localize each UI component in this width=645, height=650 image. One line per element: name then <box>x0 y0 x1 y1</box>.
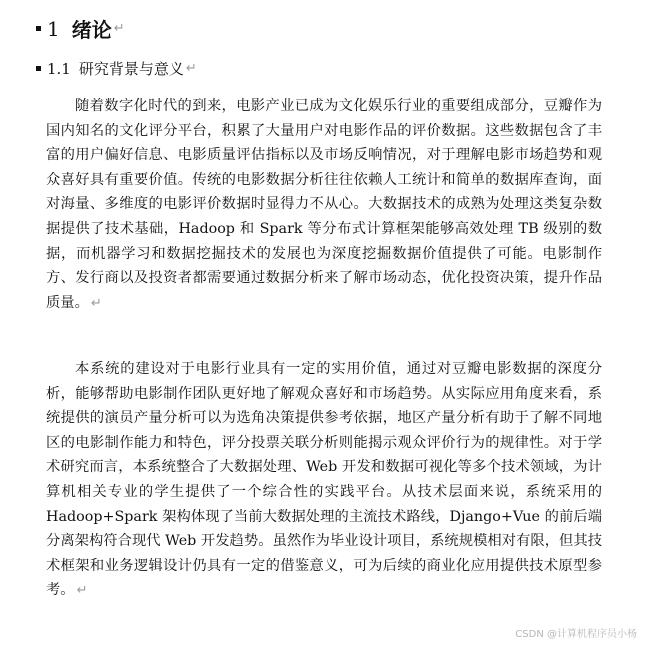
chapter-title: 绪论 <box>71 18 112 42</box>
paragraph-mark-icon: ↵ <box>185 61 197 76</box>
body-paragraph <box>46 94 602 316</box>
watermark: CSDN @计算机程序员小杨 <box>515 629 637 640</box>
paragraph-mark-icon: ↵ <box>90 295 102 311</box>
section-title: 研究背景与意义 <box>78 60 184 78</box>
section-heading <box>36 58 197 79</box>
paragraph-text: 本系统的建设对于电影行业具有一定的实用价值，通过对豆瓣电影数据的深度分析，能够帮助电影制作团队更好地了解观众喜好和市场趋势。从实际应用角度来看，系统提供的演员产量分析可以为选角决策提供参考依据，地区产量分析有助于了解不同地区的电影制作能力和特色，评分投票关联分析则能揭示观众评价行为的规律性。对于学术研究而言，本系统整合了大数据处理、Web 开发和数据可视化等多个技术领域，为计算机相关专业的学生提供了一个综合性的实践平台。从技术层面来说，系统采用的 Hadoop+Spark 架构体现了当前大数据处理的主流技术路线，Django+Vue 的前后端分离架构符合现代 Web 开发趋势。虽然作为毕业设计项目，系统规模相对有限，但其技术框架和业务逻辑设计仍具有一定的借鉴意义，可为后续的商业化应用提供技术原型参考。 <box>46 361 602 599</box>
body-paragraph <box>46 357 602 604</box>
paragraph-text: 随着数字化时代的到来，电影产业已成为文化娱乐行业的重要组成部分，豆瓣作为国内知名的文化评分平台，积累了大量用户对电影作品的评价数据。这些数据包含了丰富的用户偏好信息、电影质量评估指标以及市场反响情况，对于理解电影市场趋势和观众喜好具有重要价值。传统的电影数据分析往往依赖人工统计和简单的数据库查询，面对海量、多维度的电影评价数据时显得力不从心。大数据技术的成熟为处理这类复杂数据提供了技术基础，Hadoop 和 Spark 等分布式计算框架能够高效处理 TB 级别的数据，而机器学习和数据挖掘技术的发展也为深度挖掘数据价值提供了可能。电影制作方、发行商以及投资者都需要通过数据分析来了解市场动态，优化投资决策，提升作品质量。 <box>46 98 602 311</box>
chapter-heading <box>36 14 125 43</box>
paragraph-mark-icon: ↵ <box>113 21 125 36</box>
bullet-marker <box>36 66 41 71</box>
chapter-number: 1 <box>47 16 60 41</box>
section-number: 1.1 <box>47 59 71 78</box>
bullet-marker <box>36 26 41 31</box>
paragraph-mark-icon: ↵ <box>76 583 88 599</box>
